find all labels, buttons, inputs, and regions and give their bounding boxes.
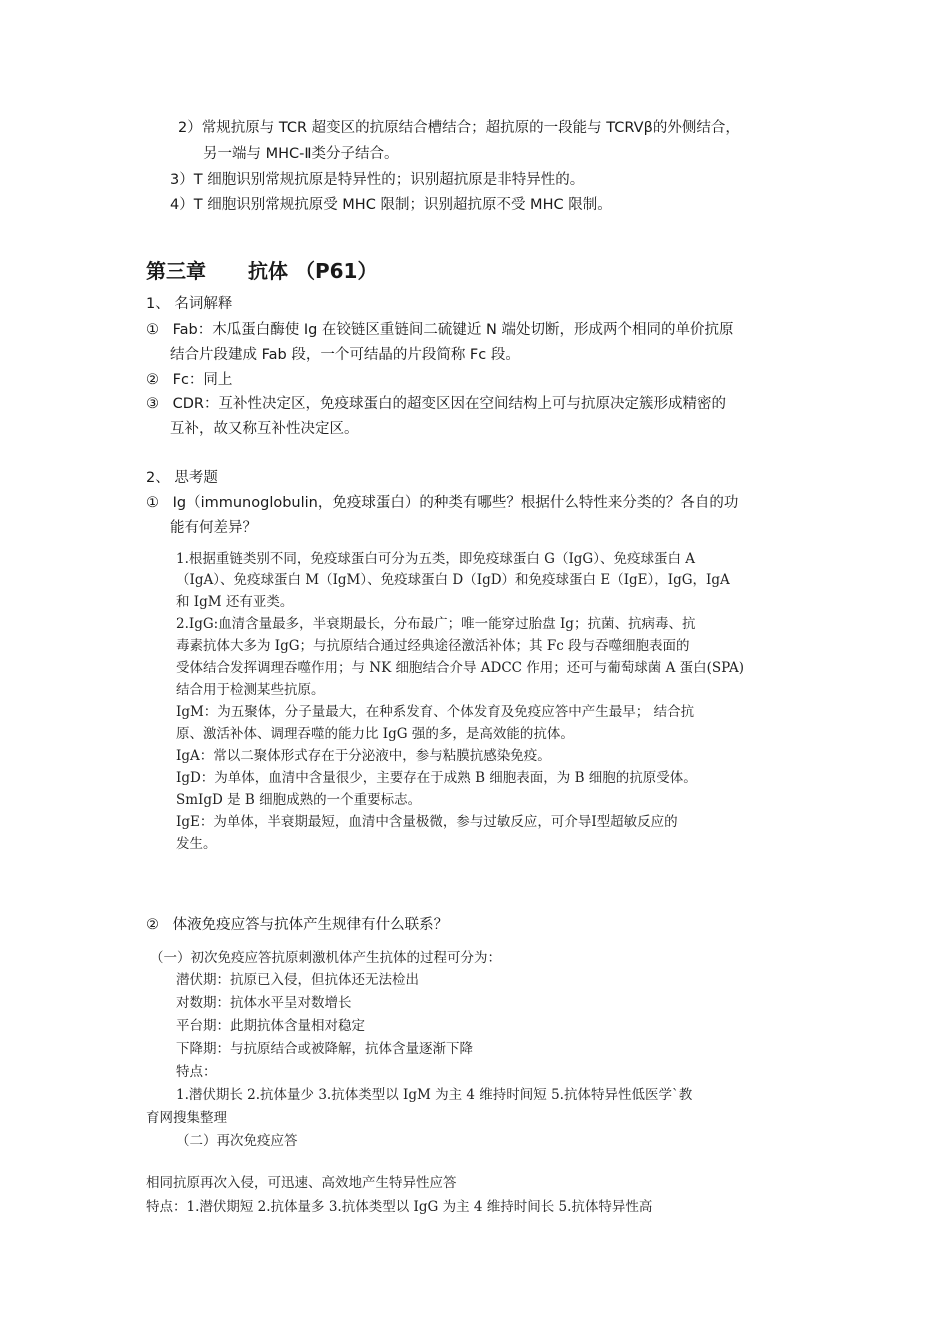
paragraph-line: 3）T 细胞识别常规抗原是特异性的；识别超抗原是非特异性的。 [170,172,585,188]
answer-line: 1.根据重链类别不同，免疫球蛋白可分为五类，即免疫球蛋白 G（IgG）、免疫球蛋白 A [176,551,696,567]
paragraph-line: 4）T 细胞识别常规抗原受 MHC 限制；识别超抗原不受 MHC 限制。 [170,197,612,213]
chapter-heading [146,255,377,284]
answer-line: 2.IgG:血清含量最多，半衰期最长，分布最广；唯一能穿过胎盘 Ig；抗菌、抗病毒、抗 [176,616,696,632]
item-text: CDR：互补性决定区，免疫球蛋白的超变区因在空间结构上可与抗原决定簇形成精密的 [172,396,726,412]
answer-line: 毒素抗体大多为 IgG；与抗原结合通过经典途径激活补体；其 Fc 段与吞噬细胞表面的 [176,638,690,654]
answer-line: 发生。 [176,836,217,852]
answer-line: 和 IgM 还有亚类。 [176,594,294,610]
answer-line: 1.潜伏期长 2.抗体量少 3.抗体类型以 IgM 为主 4 维持时间短 5.抗体特异性低医学`教 [176,1087,693,1103]
phase-line: 对数期：抗体水平呈对数增长 [176,995,352,1011]
item-text-continued: 互补，故又称互补性决定区。 [170,421,359,437]
item-marker: ① [146,322,159,338]
list-item [146,394,726,414]
question [146,915,448,935]
question-marker: ② [146,917,159,933]
features-label: 特点： [176,1064,217,1080]
list-item [146,320,733,340]
phase-line: 平台期：此期抗体含量相对稳定 [176,1018,365,1034]
paragraph-line: 2）常规抗原与 TCR 超变区的抗原结合槽结合；超抗原的一段能与 TCRVβ的外侧结合， [178,120,740,136]
question [146,493,738,513]
list-item [146,370,232,390]
question-text: Ig（immunoglobulin，免疫球蛋白）的种类有哪些？根据什么特性来分类的？各自的功 [172,495,739,511]
answer-line: 受体结合发挥调理吞噬作用；与 NK 细胞结合介导 ADCC 作用；还可与葡萄球菌 A 蛋白(SPA) [176,660,745,676]
answer-line: 育网搜集整理 [146,1110,227,1126]
phase-line: 下降期：与抗原结合或被降解，抗体含量逐渐下降 [176,1041,473,1057]
question-marker: ① [146,495,159,511]
paragraph-line: 另一端与 MHC-Ⅱ类分子结合。 [203,146,399,162]
item-text: Fab：木瓜蛋白酶使 Ig 在铰链区重链间二硫键近 N 端处切断，形成两个相同的单价抗原 [172,322,734,338]
item-text: Fc：同上 [172,372,233,388]
chapter-number: 第三章 [146,259,206,283]
answer-line: IgA：常以二聚体形式存在于分泌液中，参与粘膜抗感染免疫。 [176,748,551,764]
item-text-continued: 结合片段建成 Fab 段，一个可结晶的片段简称 Fc 段。 [170,347,520,363]
answer-line: 原、激活补体、调理吞噬的能力比 IgG 强的多，是高效能的抗体。 [176,726,574,742]
phase-line: 潜伏期：抗原已入侵，但抗体还无法检出 [176,972,419,988]
answer-line: 相同抗原再次入侵，可迅速、高效地产生特异性应答 [146,1175,457,1191]
answer-line: IgE：为单体，半衰期最短，血清中含量极微，参与过敏反应，可介导Ⅰ型超敏反应的 [176,814,678,830]
answer-line: IgM：为五聚体，分子量最大，在种系发育、个体发育及免疫应答中产生最早； 结合抗 [176,704,695,720]
answer-line: 结合用于检测某些抗原。 [176,682,325,698]
chapter-title: 抗体 [248,259,288,283]
answer-line: 特点：1.潜伏期短 2.抗体量多 3.抗体类型以 IgG 为主 4 维持时间长 5.抗体特异性高 [146,1199,653,1215]
answer-line: IgD：为单体，血清中含量很少，主要存在于成熟 B 细胞表面，为 B 细胞的抗原受体。 [176,770,697,786]
item-marker: ② [146,372,159,388]
question-text: 体液免疫应答与抗体产生规律有什么联系？ [172,917,449,933]
section-heading: 1、 名词解释 [146,296,233,312]
item-marker: ③ [146,396,159,412]
section-heading: 2、 思考题 [146,470,218,486]
answer-line: （一）初次免疫应答抗原刺激机体产生抗体的过程可分为： [150,950,501,966]
answer-line: SmIgD 是 B 细胞成熟的一个重要标志。 [176,792,422,808]
chapter-page-ref: （P61） [294,259,378,283]
question-text-continued: 能有何差异？ [170,520,257,536]
subsection-heading: （二）再次免疫应答 [176,1133,298,1149]
answer-line: （IgA）、免疫球蛋白 M（IgM）、免疫球蛋白 D（IgD）和免疫球蛋白 E（IgE），IgG，IgA [176,572,730,588]
